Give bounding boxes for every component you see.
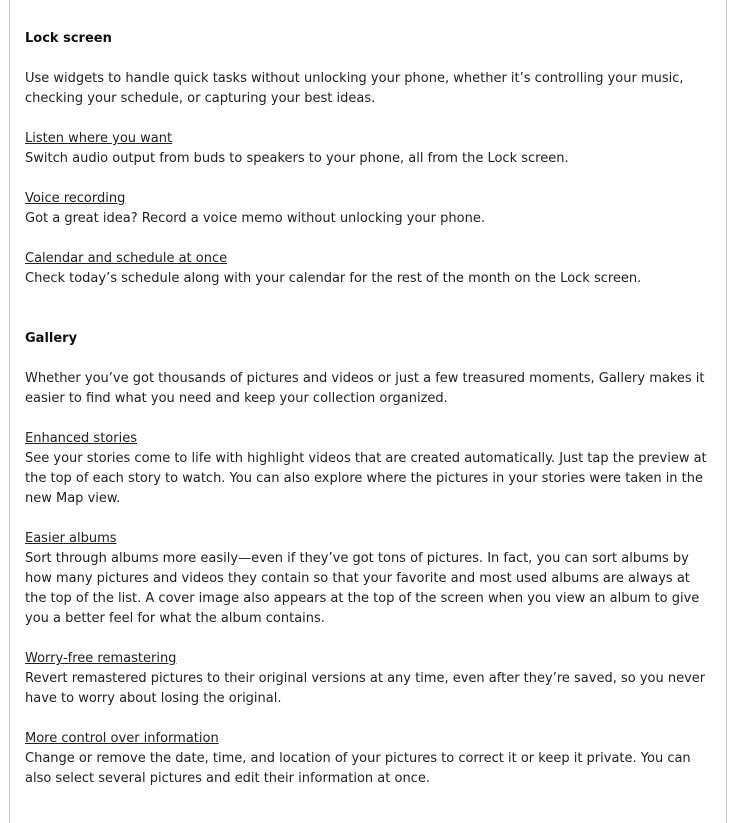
feature-description: Sort through albums more easily—even if they’ve got tons of pictures. In fact, you can sort albums by how many pictures and videos they contain so that your favorite and most used albums are always at the top of the list. A cover image also appears at the top of the screen when you view an album to give you a better feel for what the album contains. [25,551,700,626]
feature-item [25,649,715,709]
feature-link-worry-free-remastering[interactable]: Worry-free remastering [25,651,177,666]
section-heading: Gallery [25,331,78,346]
feature-item [25,189,715,229]
feature-link-voice-recording[interactable]: Voice recording [25,191,126,206]
feature-link-easier-albums[interactable]: Easier albums [25,531,117,546]
section-gallery [25,329,715,789]
feature-item [25,429,715,509]
feature-link-calendar-and-schedule[interactable]: Calendar and schedule at once [25,251,228,266]
feature-item [25,729,715,789]
page-frame [9,0,727,823]
article-content [25,29,715,789]
feature-description: Switch audio output from buds to speakers to your phone, all from the Lock screen. [25,151,569,166]
feature-link-listen-where-you-want[interactable]: Listen where you want [25,131,173,146]
feature-link-enhanced-stories[interactable]: Enhanced stories [25,431,137,446]
feature-description: Check today’s schedule along with your calendar for the rest of the month on the Lock screen. [25,271,642,286]
feature-item [25,129,715,169]
feature-item [25,529,715,629]
feature-description: Change or remove the date, time, and location of your pictures to correct it or keep it private. You can also select several pictures and edit their information at once. [25,751,691,786]
feature-link-more-control-over-information[interactable]: More control over information [25,731,219,746]
feature-description: See your stories come to life with highlight videos that are created automatically. Just tap the preview at the top of each story to watch. You can also explore where the pictures in your stories were taken in the new Map view. [25,451,707,506]
section-heading: Lock screen [25,31,112,46]
feature-description: Got a great idea? Record a voice memo without unlocking your phone. [25,211,485,226]
section-intro: Whether you’ve got thousands of pictures and videos or just a few treasured moments, Gallery makes it easier to find what you need and keep your collection organized. [25,371,705,406]
section-lock-screen [25,29,715,289]
section-intro: Use widgets to handle quick tasks without unlocking your phone, whether it’s controlling your music, checking your schedule, or capturing your best ideas. [25,71,684,106]
feature-description: Revert remastered pictures to their original versions at any time, even after they’re saved, so you never have to worry about losing the original. [25,671,706,706]
feature-item [25,249,715,289]
